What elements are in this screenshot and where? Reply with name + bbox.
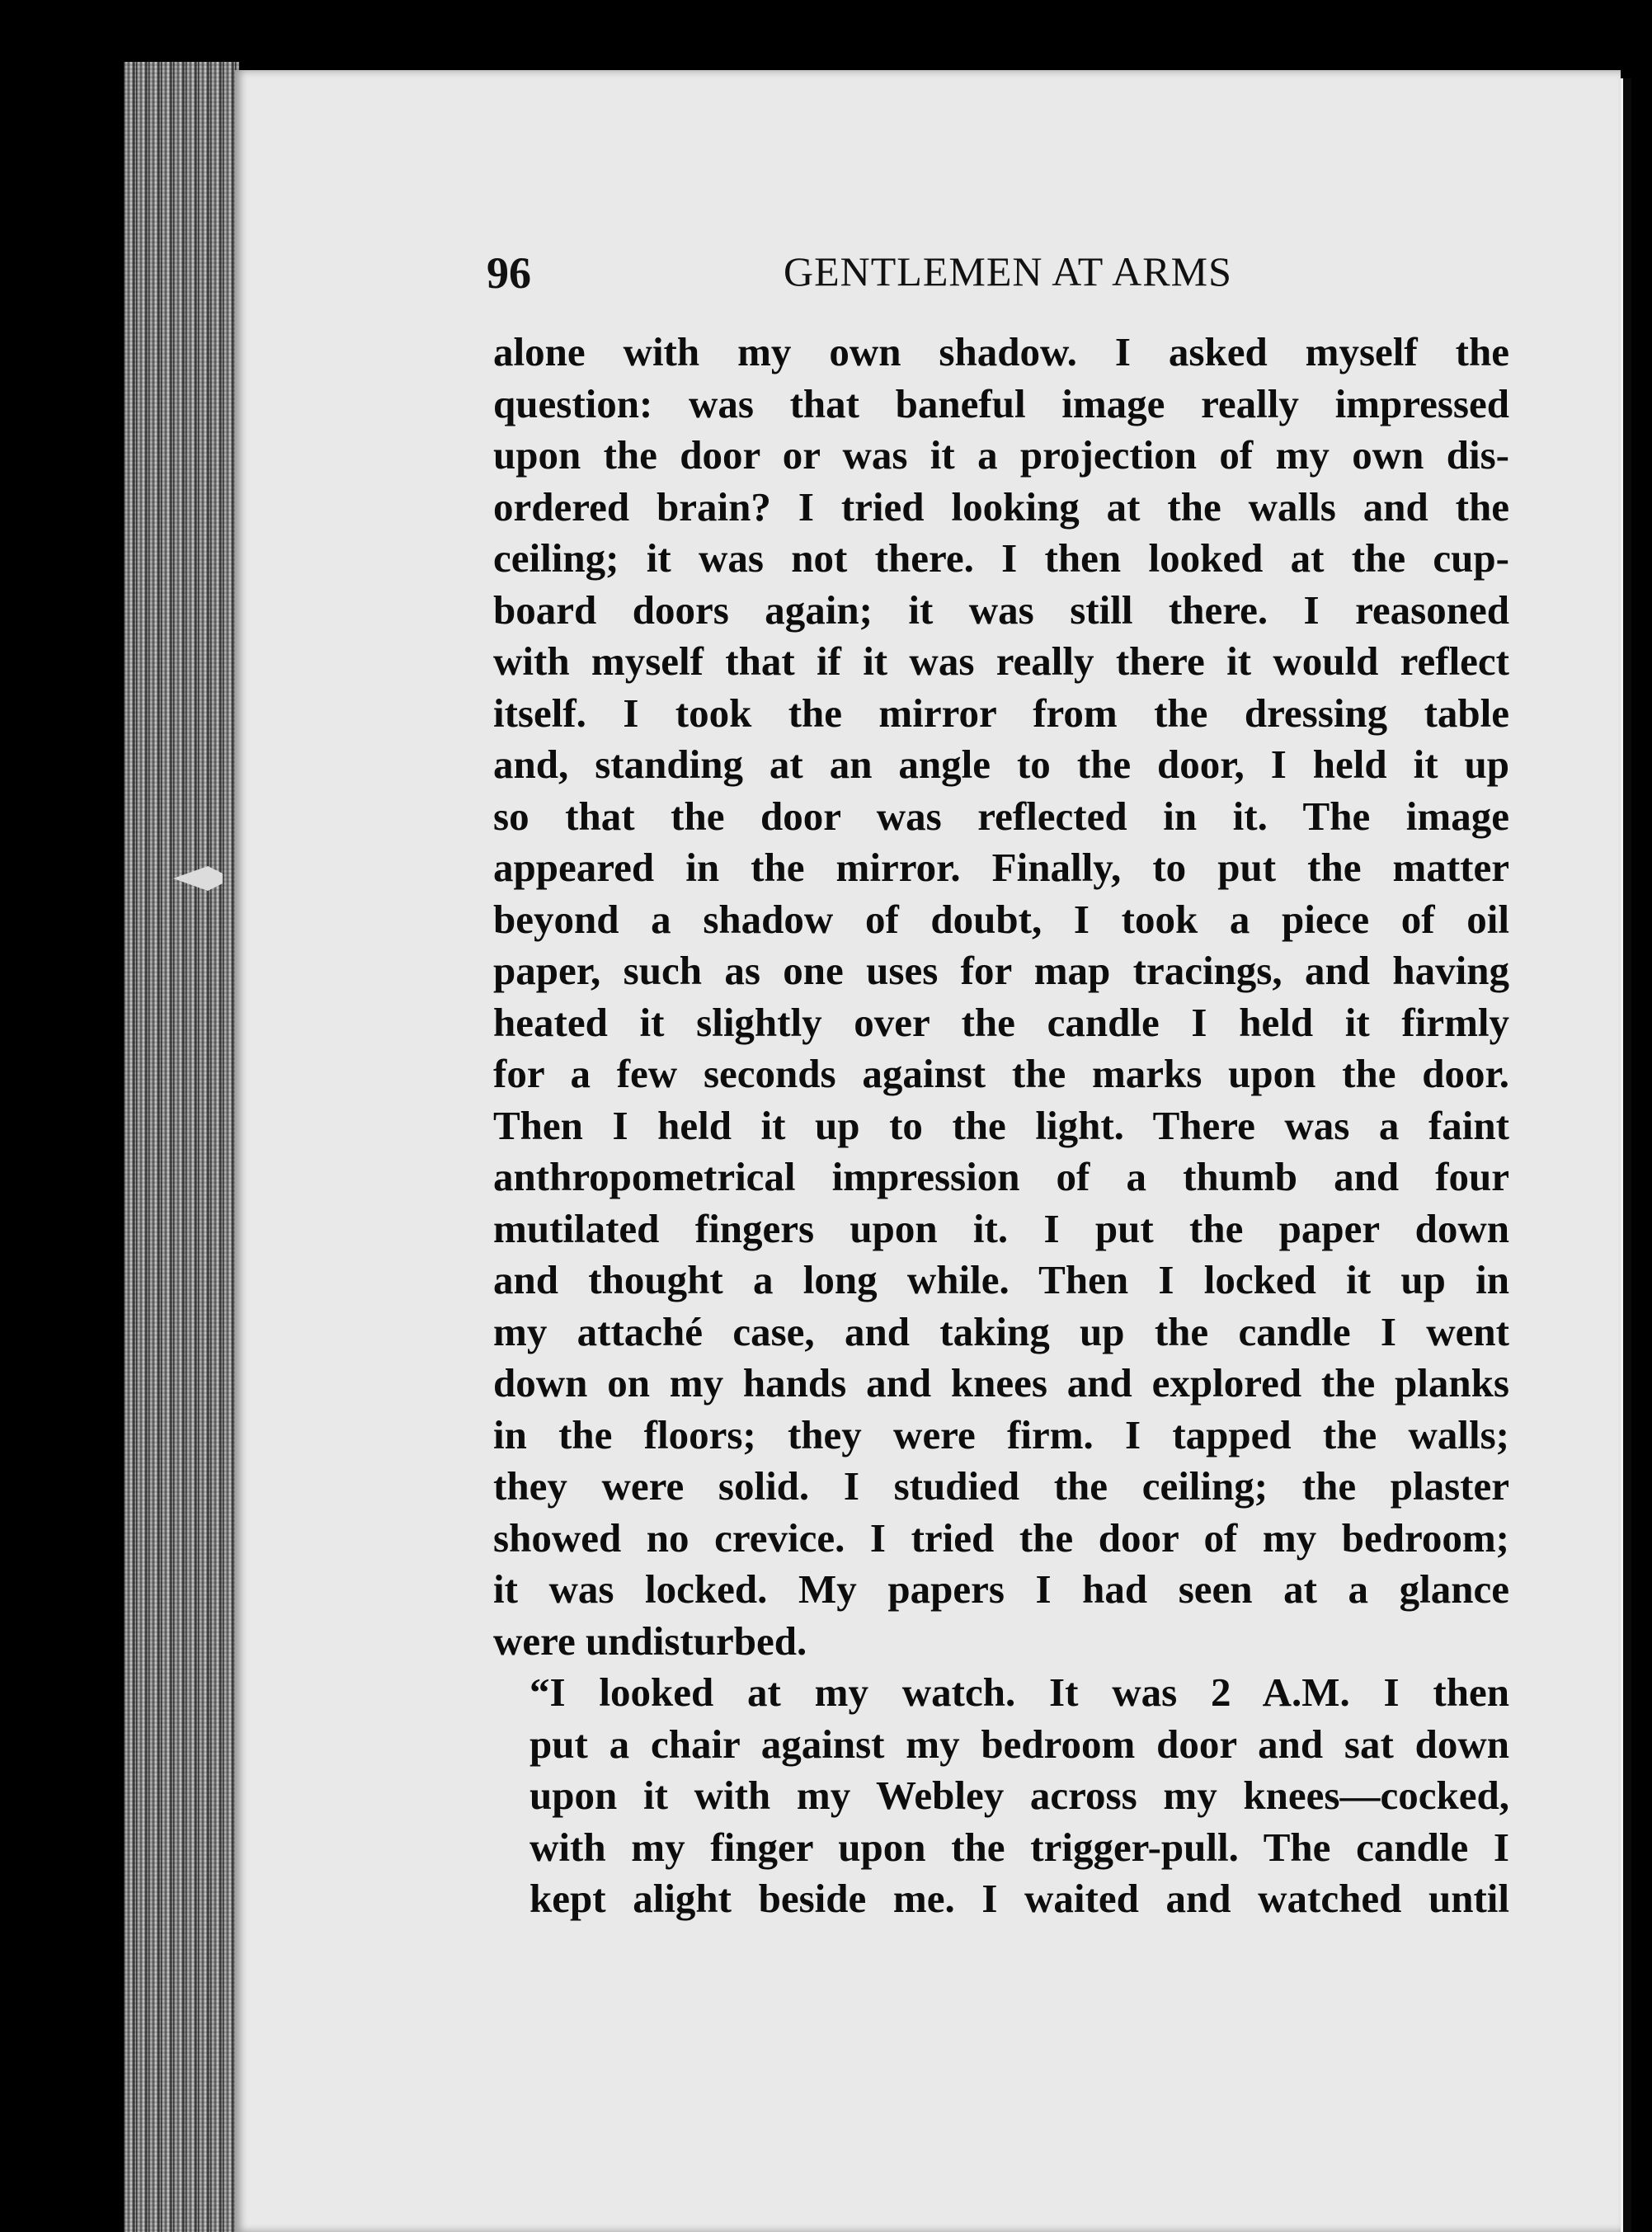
running-title: GENTLEMEN AT ARMS [784, 248, 1232, 294]
text-line: ordered brain? I tried looking at the walls and the [493, 483, 1509, 530]
text-line: “I looked at my watch. It was 2 A.M. I then [529, 1669, 1509, 1715]
text-line: put a chair against my bedroom door and sat down [529, 1721, 1509, 1767]
text-line: Then I held it up to the light. There was a faint [493, 1102, 1509, 1148]
text-line: for a few seconds against the marks upon the door. [493, 1051, 1509, 1096]
text-line: upon the door or was it a projection of my own dis- [493, 432, 1509, 478]
text-line: board doors again; it was still there. I reasoned [493, 586, 1509, 633]
text-line: itself. I took the mirror from the dressing table [493, 690, 1509, 736]
right-page-border [1621, 78, 1631, 2232]
paragraph [493, 327, 1509, 1667]
text-line: anthropometrical impression of a thumb and four [493, 1154, 1509, 1199]
text-line: with myself that if it was really there it would reflect [493, 638, 1509, 684]
text-line: beyond a shadow of doubt, I took a piece of oil [493, 896, 1509, 942]
text-line: my attaché case, and taking up the candle I went [493, 1308, 1509, 1354]
text-line: they were solid. I studied the ceiling; the plaster [493, 1463, 1509, 1509]
text-line: and thought a long while. Then I locked it up in [493, 1257, 1509, 1302]
text-line: down on my hands and knees and explored the planks [493, 1360, 1509, 1406]
text-line: were undisturbed. [493, 1617, 807, 1664]
text-line: showed no crevice. I tried the door of my bedroom; [493, 1514, 1509, 1561]
text-line: paper, such as one uses for map tracings, and having [493, 948, 1509, 993]
text-line: and, standing at an angle to the door, I held it up [493, 742, 1509, 787]
paragraph [493, 1667, 1509, 1925]
text-line: so that the door was reflected in it. The image [493, 793, 1509, 839]
book-page-edges [124, 62, 239, 2232]
body-text [493, 327, 1509, 1925]
text-line: upon it with my Webley across my knees—cocked, [529, 1773, 1509, 1818]
text-line: question: was that baneful image really impressed [493, 380, 1509, 426]
text-line: appeared in the mirror. Finally, to put the matter [493, 845, 1509, 890]
text-line: mutilated fingers upon it. I put the paper down [493, 1205, 1509, 1251]
page-header [487, 247, 1476, 313]
text-line: alone with my own shadow. I asked myself the [493, 329, 1509, 374]
text-line: heated it slightly over the candle I held it firmly [493, 999, 1509, 1045]
text-line: ceiling; it was not there. I then looked at the cup- [493, 535, 1509, 581]
text-line: with my finger upon the trigger-pull. The candle I [529, 1824, 1509, 1870]
page-number: 96 [487, 248, 531, 298]
text-line: kept alight beside me. I waited and watched until [529, 1876, 1509, 1921]
text-line: it was locked. My papers I had seen at a glance [493, 1566, 1509, 1612]
text-line: in the floors; they were firm. I tapped the walls; [493, 1411, 1509, 1457]
